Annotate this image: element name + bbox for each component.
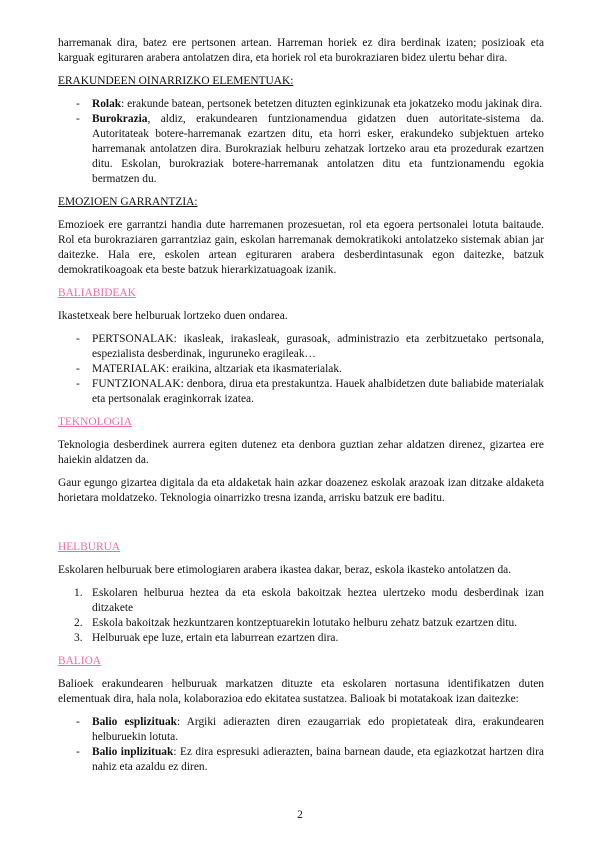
list-item: - Rolak: erakunde batean, pertsonek betetzen dituzten eginkizunak eta jokatzeko modu jakinak dira.: [58, 97, 544, 112]
page-number: 2: [297, 809, 303, 821]
helburua-list: [58, 586, 544, 646]
heading-teknologia: TEKNOLOGIA: [58, 416, 133, 428]
list-item: - MATERIALAK: eraikina, altzariak eta ikasmaterialak.: [58, 362, 544, 377]
list-item: - PERTSONALAK: ikasleak, irakasleak, gurasoak, administrazio eta zerbitzuetako pertsonala, espezialista desberdinak, inguruneko eragileak…: [58, 332, 544, 362]
baliabideak-list: [58, 332, 544, 407]
emozioen-paragraph: Emozioek ere garrantzi handia dute harremanen prozesuetan, rol eta egoera pertsonalei lotuta baitaude. Rol eta burokraziaren garrantziaz gain, eskolan harremanak demokratikoki antolatzeko sistemak abian jar daitezke. Hala ere, eskolen artean egituraren arabera desberdintasunak egon daitezke, batzuk demokratikoagoak eta beste batzuk hierarkizatuagoak izanik.: [58, 219, 544, 276]
heading-baliabideak: BALIABIDEAK: [58, 287, 136, 299]
heading-emozioen: EMOZIOEN GARRANTZIA:: [58, 196, 198, 208]
balioa-paragraph: Balioek erakundearen helburuak markatzen dituzte eta eskolaren nortasuna identifikatzen duten elementuak dira, hala nola, kolaborazioa edo ekitatea sustatzea. Balioak bi motatakoak izan daitezke:: [58, 678, 544, 705]
teknologia-paragraph-2: Gaur egungo gizartea digitala da eta aldaketak hain azkar doazenez eskolak arazoak izan ditzake aldaketa horietara moldatzeko. Teknologia oinarrizko tresna izanda, arrisku batzuk ere baditu.: [58, 477, 544, 504]
baliabideak-paragraph: Ikastetxeak bere helburuak lortzeko duen ondarea.: [58, 310, 288, 322]
helburua-paragraph: Eskolaren helburuak bere etimologiaren arabera ikastea dakar, beraz, eskola ikasteko antolatzen da.: [58, 564, 512, 576]
teknologia-paragraph-1: Teknologia desberdinek aurrera egiten dutenez eta denbora guztian zehar aldatzen direnez, gizartea ere haiekin aldatzen da.: [58, 439, 544, 466]
heading-helburua: HELBURUA: [58, 541, 121, 553]
intro-paragraph: harremanak dira, batez ere pertsonen artean. Harreman horiek ez dira berdinak izaten; posizioak eta karguak egituraren arabera antolatzen dira, eta horiek rol eta burokraziaren bidez ulertu behar dira.: [58, 37, 544, 64]
list-item: 3. Helburuak epe luze, ertain eta laburrean ezartzen dira.: [74, 632, 339, 644]
list-item: - Balio inplizituak: Ez dira espresuki adierazten, baina barnean daude, eta egiazkotzat hartzen dira nahiz eta azaldu ez diren.: [58, 745, 544, 775]
list-item: - Balio esplizituak: Argiki adierazten diren ezaugarriak edo propietateak dira, erakundearen helburuekin lotuta.: [58, 715, 544, 745]
heading-elementuak: ERAKUNDEEN OINARRIZKO ELEMENTUAK:: [58, 75, 294, 87]
elementuak-list: [58, 97, 544, 187]
document-page: [58, 36, 544, 783]
list-item: - Burokrazia, aldiz, erakundearen funtzionamendua gidatzen duen autoritate-sistema da. Autoritateak botere-harremanak ezartzen ditu, eta horri esker, erakundeko subjektuen arteko harremanak antolatzen dira. Burokraziak helburu zehatzak lortzeko arau eta prozedurak ezartzen ditu. Eskolan, burokraziak botere-harremanak antolatzen ditu eta funtzionamendu egokia bermatzen du.: [58, 112, 544, 187]
list-item: 1. Eskolaren helburua heztea da eta eskola bakoitzak heztea ulertzeko modu desberdinak izan ditzakete: [74, 587, 544, 614]
heading-balioa: BALIOA: [58, 655, 102, 667]
balioa-list: [58, 715, 544, 775]
list-item: - FUNTZIONALAK: denbora, dirua eta prestakuntza. Hauek ahalbidetzen dute baliabide materialak eta pertsonalak eraginkorrak izatea.: [58, 377, 544, 407]
list-item: 2. Eskola bakoitzak hezkuntzaren kontzeptuarekin lotutako helburu zehatz batzuk ezartzen ditu.: [74, 617, 518, 629]
